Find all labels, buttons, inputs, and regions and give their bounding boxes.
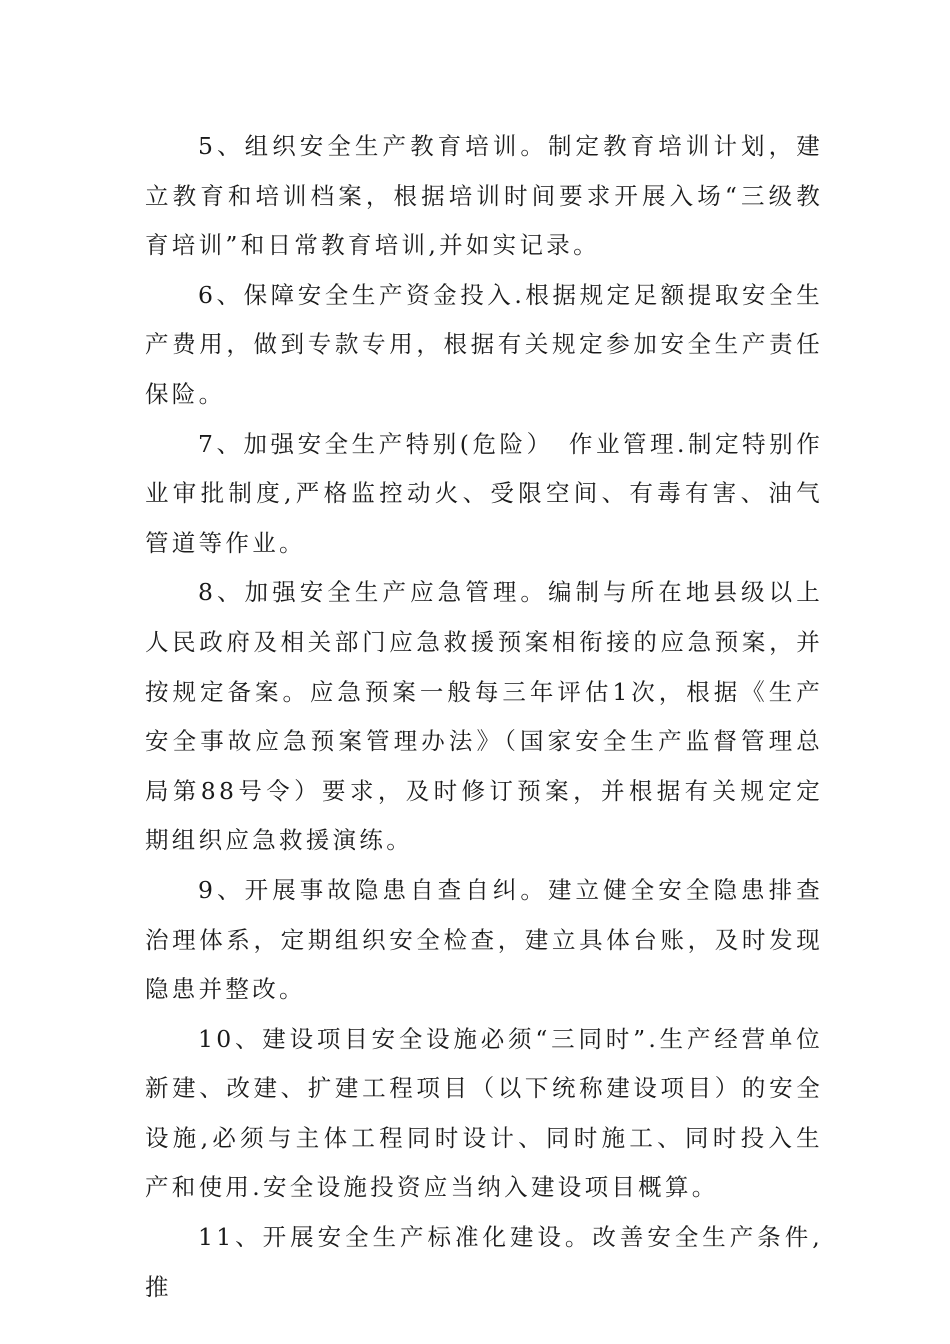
paragraph-item-9: 9、开展事故隐患自查自纠。建立健全安全隐患排查治理体系，定期组织安全检查，建立具体台账，及时发现隐患并整改。 (145, 875, 823, 1004)
document-body (145, 122, 823, 1312)
paragraph-item-5: 5、组织安全生产教育培训。制定教育培训计划，建立教育和培训档案，根据培训时间要求开展入场“三级教育培训”和日常教育培训,并如实记录。 (145, 132, 823, 260)
paragraph-item-7: 7、加强安全生产特别(危险） 作业管理.制定特别作业审批制度,严格监控动火、受限空间、有毒有害、油气管道等作业。 (145, 429, 823, 557)
paragraph-item-8: 8、加强安全生产应急管理。编制与所在地县级以上人民政府及相关部门应急救援预案相衔接的应急预案，并按规定备案。应急预案一般每三年评估1次，根据《生产安全事故应急预案管理办法》（国家安全生产监督管理总局第88号令）要求，及时修订预案，并根据有关规定定期组织应急救援演练。 (145, 578, 823, 855)
paragraph-item-6: 6、保障安全生产资金投入.根据规定足额提取安全生产费用，做到专款专用，根据有关规定参加安全生产责任保险。 (145, 280, 823, 408)
paragraph-item-10: 10、建设项目安全设施必须“三同时”.生产经营单位新建、改建、扩建工程项目（以下统称建设项目）的安全设施,必须与主体工程同时设计、同时施工、同时投入生产和使用.安全设施投资应当纳入建设项目概算。 (145, 1024, 823, 1202)
paragraph-item-11: 11、开展安全生产标准化建设。改善安全生产条件,推 (145, 1223, 823, 1301)
